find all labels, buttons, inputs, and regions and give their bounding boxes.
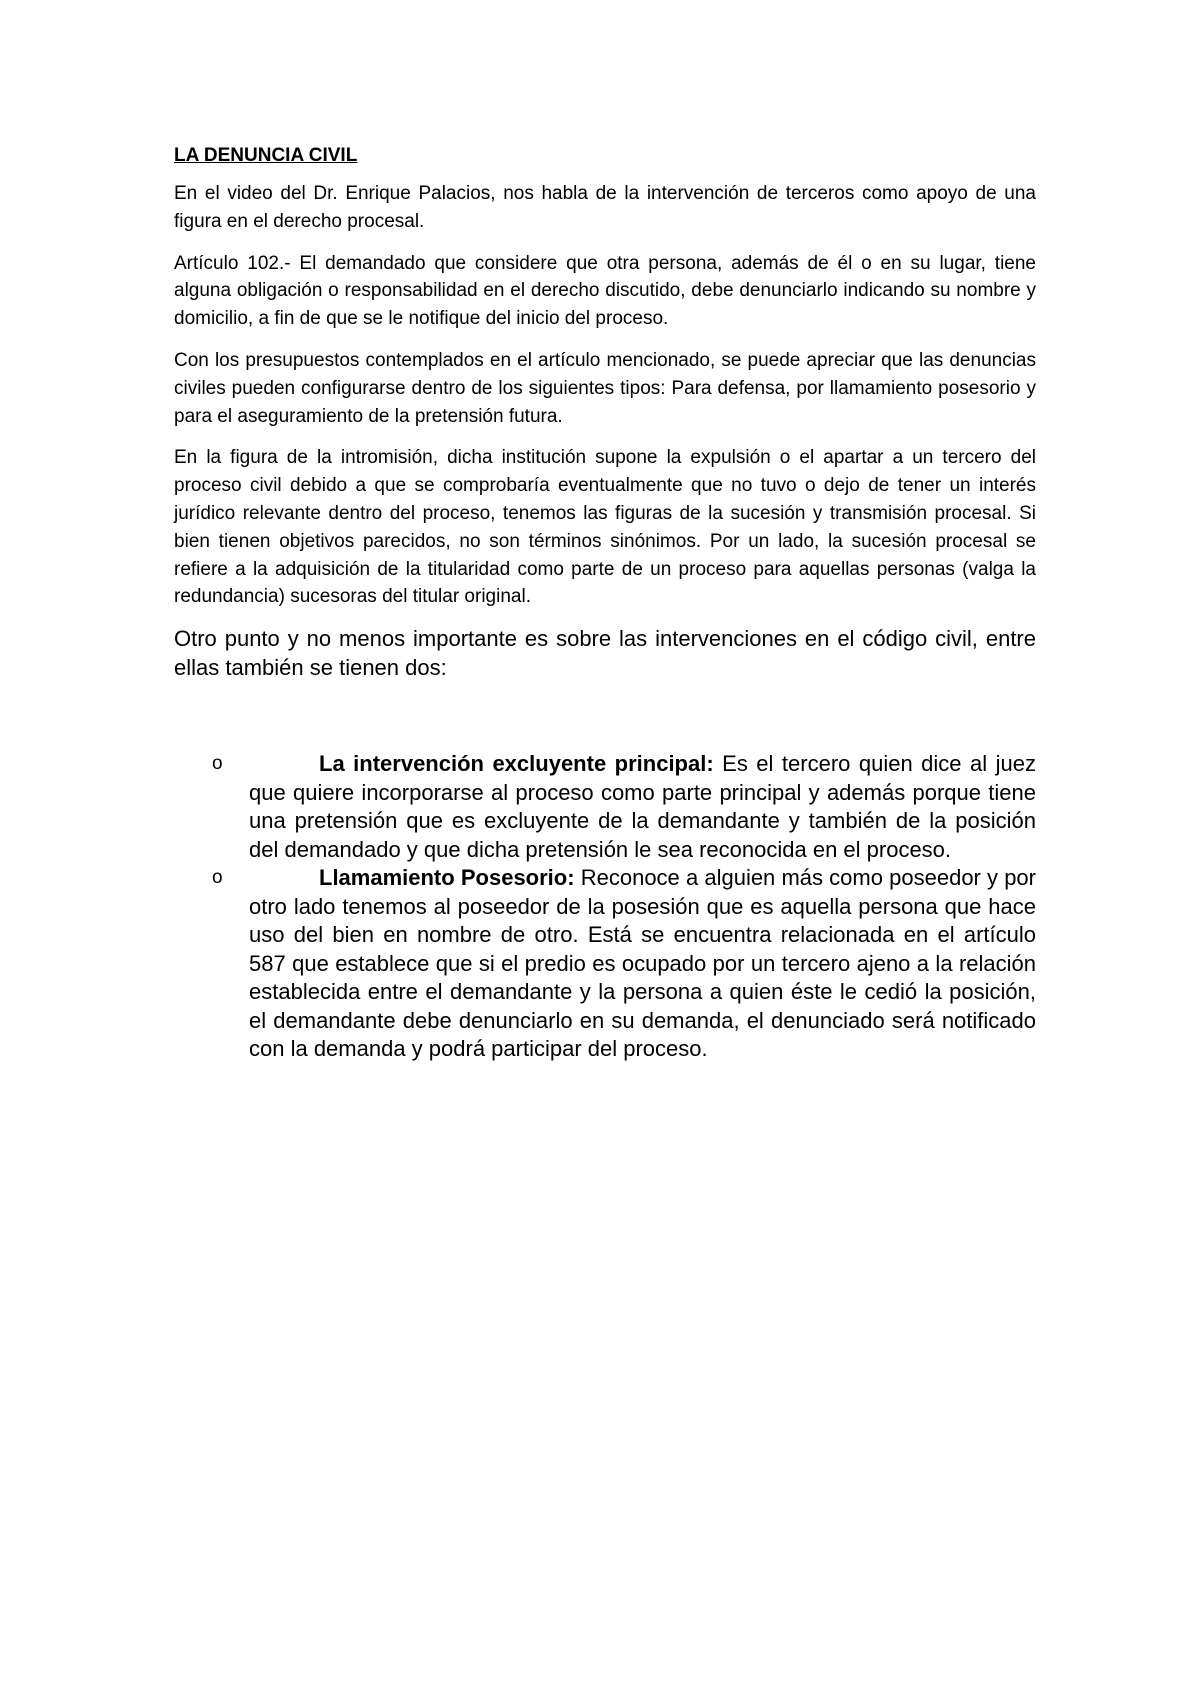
list-bullet: o — [212, 753, 223, 775]
document-body — [174, 142, 1036, 1064]
paragraph-intervenciones: Otro punto y no menos importante es sobre las intervenciones en el código civil, entre ellas también se tienen dos: — [174, 626, 1036, 680]
list-item-llamamiento-posesorio — [174, 864, 1036, 1064]
paragraph-intro: En el video del Dr. Enrique Palacios, nos habla de la intervención de terceros como apoyo de una figura en el derecho procesal. — [174, 183, 1036, 232]
list-term: Llamamiento Posesorio: — [319, 865, 575, 891]
paragraph-article-102: Artículo 102.- El demandado que considere que otra persona, además de él o en su lugar, tiene alguna obligación o responsabilidad en el derecho discutido, debe denunciarlo indicando su nombre y domicilio, a fin de que se le notifique del inicio del proceso. — [174, 252, 1036, 330]
list-text: Reconoce a alguien más como poseedor y por otro lado tenemos al poseedor de la posesión que es aquella persona que hace uso del bien en nombre de otro. Está se encuentra relacionada en el artículo 587 que establece que si el predio es ocupado por un tercero ajeno a la relación establecida entre el demandante y la persona a quien éste le cedió la posición, el demandante debe denunciarlo en su demanda, el denunciado será notificado con la demanda y podrá participar del proceso. — [249, 865, 1036, 1062]
list-text: Es el tercero quien dice al juez que quiere incorporarse al proceso como parte principal y además porque tiene una pretensión que es excluyente de la demandante y también de la posición del demandado y que dicha pretensión le sea reconocida en el proceso. — [249, 751, 1036, 862]
list-term: La intervención excluyente principal: — [319, 751, 714, 777]
list-item-intervencion-excluyente — [174, 750, 1036, 864]
intervention-list — [174, 750, 1036, 1064]
list-bullet: o — [212, 867, 223, 889]
document-title: LA DENUNCIA CIVIL — [174, 145, 358, 166]
paragraph-presupuestos: Con los presupuestos contemplados en el artículo mencionado, se puede apreciar que las denuncias civiles pueden configurarse dentro de los siguientes tipos: Para defensa, por llamamiento posesorio y para el aseguramiento de la pretensión futura. — [174, 349, 1036, 427]
paragraph-intromision: En la figura de la intromisión, dicha institución supone la expulsión o el apartar a un tercero del proceso civil debido a que se comprobaría eventualmente que no tuvo o dejo de tener un interés jurídico relevante dentro del proceso, tenemos las figuras de la sucesión y transmisión procesal. Si bien tienen objetivos parecidos, no son términos sinónimos. Por un lado, la sucesión procesal se refiere a la adquisición de la titularidad como parte de un proceso para aquellas personas (valga la redundancia) sucesoras del titular original. — [174, 447, 1036, 608]
